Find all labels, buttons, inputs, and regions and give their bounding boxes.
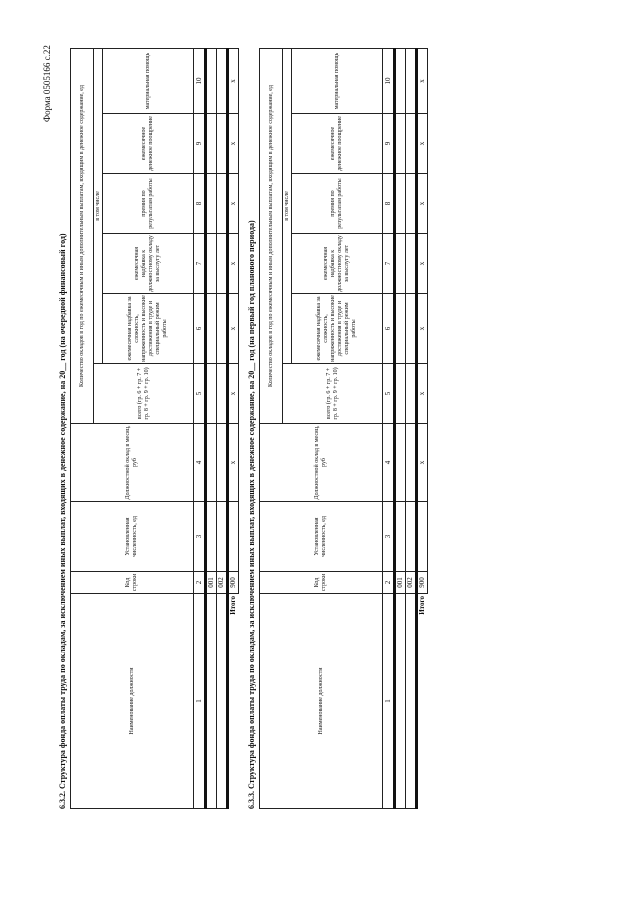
cell-c9[interactable] xyxy=(217,114,228,174)
cell-staff[interactable] xyxy=(228,502,239,572)
cell-c10: x xyxy=(417,48,428,113)
cell-name[interactable] xyxy=(406,594,417,809)
header-group: Количество окладов в год по ежемесячным и иным дополнительным выплатам, входящим в денежное содержание, ед xyxy=(71,48,94,423)
cell-c6[interactable] xyxy=(395,294,406,364)
cell-c7[interactable] xyxy=(395,234,406,294)
section-1-title: 6.3.2. Структура фонда оплаты труда по окладам, за исключением иных выплат, входящих в денежное содержание, на 20__ год (на очередной финансовый год) xyxy=(58,233,67,809)
cell-total[interactable] xyxy=(217,364,228,424)
cell-salary: x xyxy=(417,424,428,502)
header-c9: ежемесячное денежное поощрение xyxy=(103,114,194,174)
cell-salary[interactable] xyxy=(406,424,417,502)
header-salary: Должностной оклад в месяц, руб xyxy=(71,424,194,502)
header-incl: в том числе xyxy=(94,48,103,363)
col-number: 1 xyxy=(194,594,206,809)
table-row xyxy=(406,48,417,808)
header-c7: ежемесячная надбавка к должностному окладу за выслугу лет xyxy=(292,234,383,294)
total-row xyxy=(228,48,239,808)
col-number: 9 xyxy=(383,114,395,174)
col-number: 7 xyxy=(194,234,206,294)
header-salary: Должностной оклад в месяц, руб xyxy=(260,424,383,502)
cell-c7: x xyxy=(228,234,239,294)
cell-c7: x xyxy=(417,234,428,294)
form-number: Форма 0505166 с.22 xyxy=(42,45,52,122)
section-2-title: 6.3.3. Структура фонда оплаты труда по окладам, за исключением иных выплат, входящих в денежное содержание, на 20__ год (на первый год планового периода) xyxy=(247,220,256,809)
itogo-label: Итого xyxy=(229,596,238,615)
cell-c9: x xyxy=(228,114,239,174)
cell-c6[interactable] xyxy=(217,294,228,364)
cell-name[interactable] xyxy=(206,594,217,809)
cell-code: 001 xyxy=(395,572,406,594)
header-c9: ежемесячное денежное поощрение xyxy=(292,114,383,174)
cell-c8[interactable] xyxy=(206,174,217,234)
cell-c7[interactable] xyxy=(206,234,217,294)
cell-code: 002 xyxy=(217,572,228,594)
cell-code: 900 xyxy=(228,572,239,594)
header-group: Количество окладов в год по ежемесячным и иным дополнительным выплатам, входящим в денежное содержание, ед xyxy=(260,48,283,423)
section-2-table xyxy=(259,48,428,809)
cell-code: 002 xyxy=(406,572,417,594)
cell-staff[interactable] xyxy=(406,502,417,572)
cell-c8[interactable] xyxy=(406,174,417,234)
col-number: 6 xyxy=(194,294,206,364)
header-code: Код строки xyxy=(260,572,383,594)
cell-staff[interactable] xyxy=(206,502,217,572)
cell-salary: x xyxy=(228,424,239,502)
total-row xyxy=(417,48,428,808)
header-staff: Установленная численность, ед xyxy=(71,502,194,572)
table-row xyxy=(206,48,217,808)
col-number: 5 xyxy=(194,364,206,424)
table-row xyxy=(217,48,228,808)
header-c10: материальная помощь xyxy=(103,48,194,113)
header-name: Наименование должности xyxy=(71,594,194,809)
cell-c8[interactable] xyxy=(395,174,406,234)
cell-salary[interactable] xyxy=(395,424,406,502)
cell-c9[interactable] xyxy=(206,114,217,174)
header-incl: в том числе xyxy=(283,48,292,363)
header-total: всего (гр. 6 + гр. 7 + гр. 8 + гр. 9 + гр. 10) xyxy=(283,364,383,424)
cell-c10[interactable] xyxy=(406,48,417,113)
header-c8: премия по результатам работы xyxy=(292,174,383,234)
col-number: 3 xyxy=(383,502,395,572)
cell-c9[interactable] xyxy=(395,114,406,174)
cell-total: x xyxy=(417,364,428,424)
col-number: 7 xyxy=(383,234,395,294)
cell-total[interactable] xyxy=(406,364,417,424)
header-c6: ежемесячная надбавка за сложность, напряженность и высокие достижения в труде и специальный режим работы xyxy=(292,294,383,364)
cell-code: 001 xyxy=(206,572,217,594)
header-c7: ежемесячная надбавка к должностному окладу за выслугу лет xyxy=(103,234,194,294)
cell-c6: x xyxy=(228,294,239,364)
header-c8: премия по результатам работы xyxy=(103,174,194,234)
cell-c8: x xyxy=(228,174,239,234)
cell-code: 900 xyxy=(417,572,428,594)
section-1-table xyxy=(70,48,239,809)
cell-total: x xyxy=(228,364,239,424)
header-name: Наименование должности xyxy=(260,594,383,809)
cell-staff[interactable] xyxy=(395,502,406,572)
cell-c6[interactable] xyxy=(206,294,217,364)
header-total: всего (гр. 6 + гр. 7 + гр. 8 + гр. 9 + гр. 10) xyxy=(94,364,194,424)
cell-c10: x xyxy=(228,48,239,113)
cell-c10[interactable] xyxy=(217,48,228,113)
col-number: 2 xyxy=(383,572,395,594)
cell-c7[interactable] xyxy=(406,234,417,294)
col-number: 8 xyxy=(194,174,206,234)
cell-name[interactable] xyxy=(217,594,228,809)
cell-c7[interactable] xyxy=(217,234,228,294)
cell-salary[interactable] xyxy=(206,424,217,502)
cell-c9[interactable] xyxy=(406,114,417,174)
header-staff: Установленная численность, ед xyxy=(260,502,383,572)
col-number: 4 xyxy=(194,424,206,502)
cell-c6[interactable] xyxy=(406,294,417,364)
col-number: 1 xyxy=(383,594,395,809)
header-code: Код строки xyxy=(71,572,194,594)
col-number: 8 xyxy=(383,174,395,234)
col-number: 10 xyxy=(383,48,395,113)
cell-salary[interactable] xyxy=(217,424,228,502)
col-number: 3 xyxy=(194,502,206,572)
itogo-label: Итого xyxy=(418,596,427,615)
cell-c6: x xyxy=(417,294,428,364)
cell-total[interactable] xyxy=(395,364,406,424)
cell-c9: x xyxy=(417,114,428,174)
col-number: 9 xyxy=(194,114,206,174)
cell-c10[interactable] xyxy=(395,48,406,113)
cell-c10[interactable] xyxy=(206,48,217,113)
col-number: 4 xyxy=(383,424,395,502)
header-c10: материальная помощь xyxy=(292,48,383,113)
cell-staff[interactable] xyxy=(217,502,228,572)
cell-name[interactable] xyxy=(395,594,406,809)
header-c6: ежемесячная надбавка за сложность, напряженность и высокие достижения в труде и специальный режим работы xyxy=(103,294,194,364)
table-row xyxy=(395,48,406,808)
col-number: 10 xyxy=(194,48,206,113)
col-number: 5 xyxy=(383,364,395,424)
cell-c8: x xyxy=(417,174,428,234)
col-number: 2 xyxy=(194,572,206,594)
cell-total[interactable] xyxy=(206,364,217,424)
col-number: 6 xyxy=(383,294,395,364)
cell-c8[interactable] xyxy=(217,174,228,234)
cell-staff[interactable] xyxy=(417,502,428,572)
